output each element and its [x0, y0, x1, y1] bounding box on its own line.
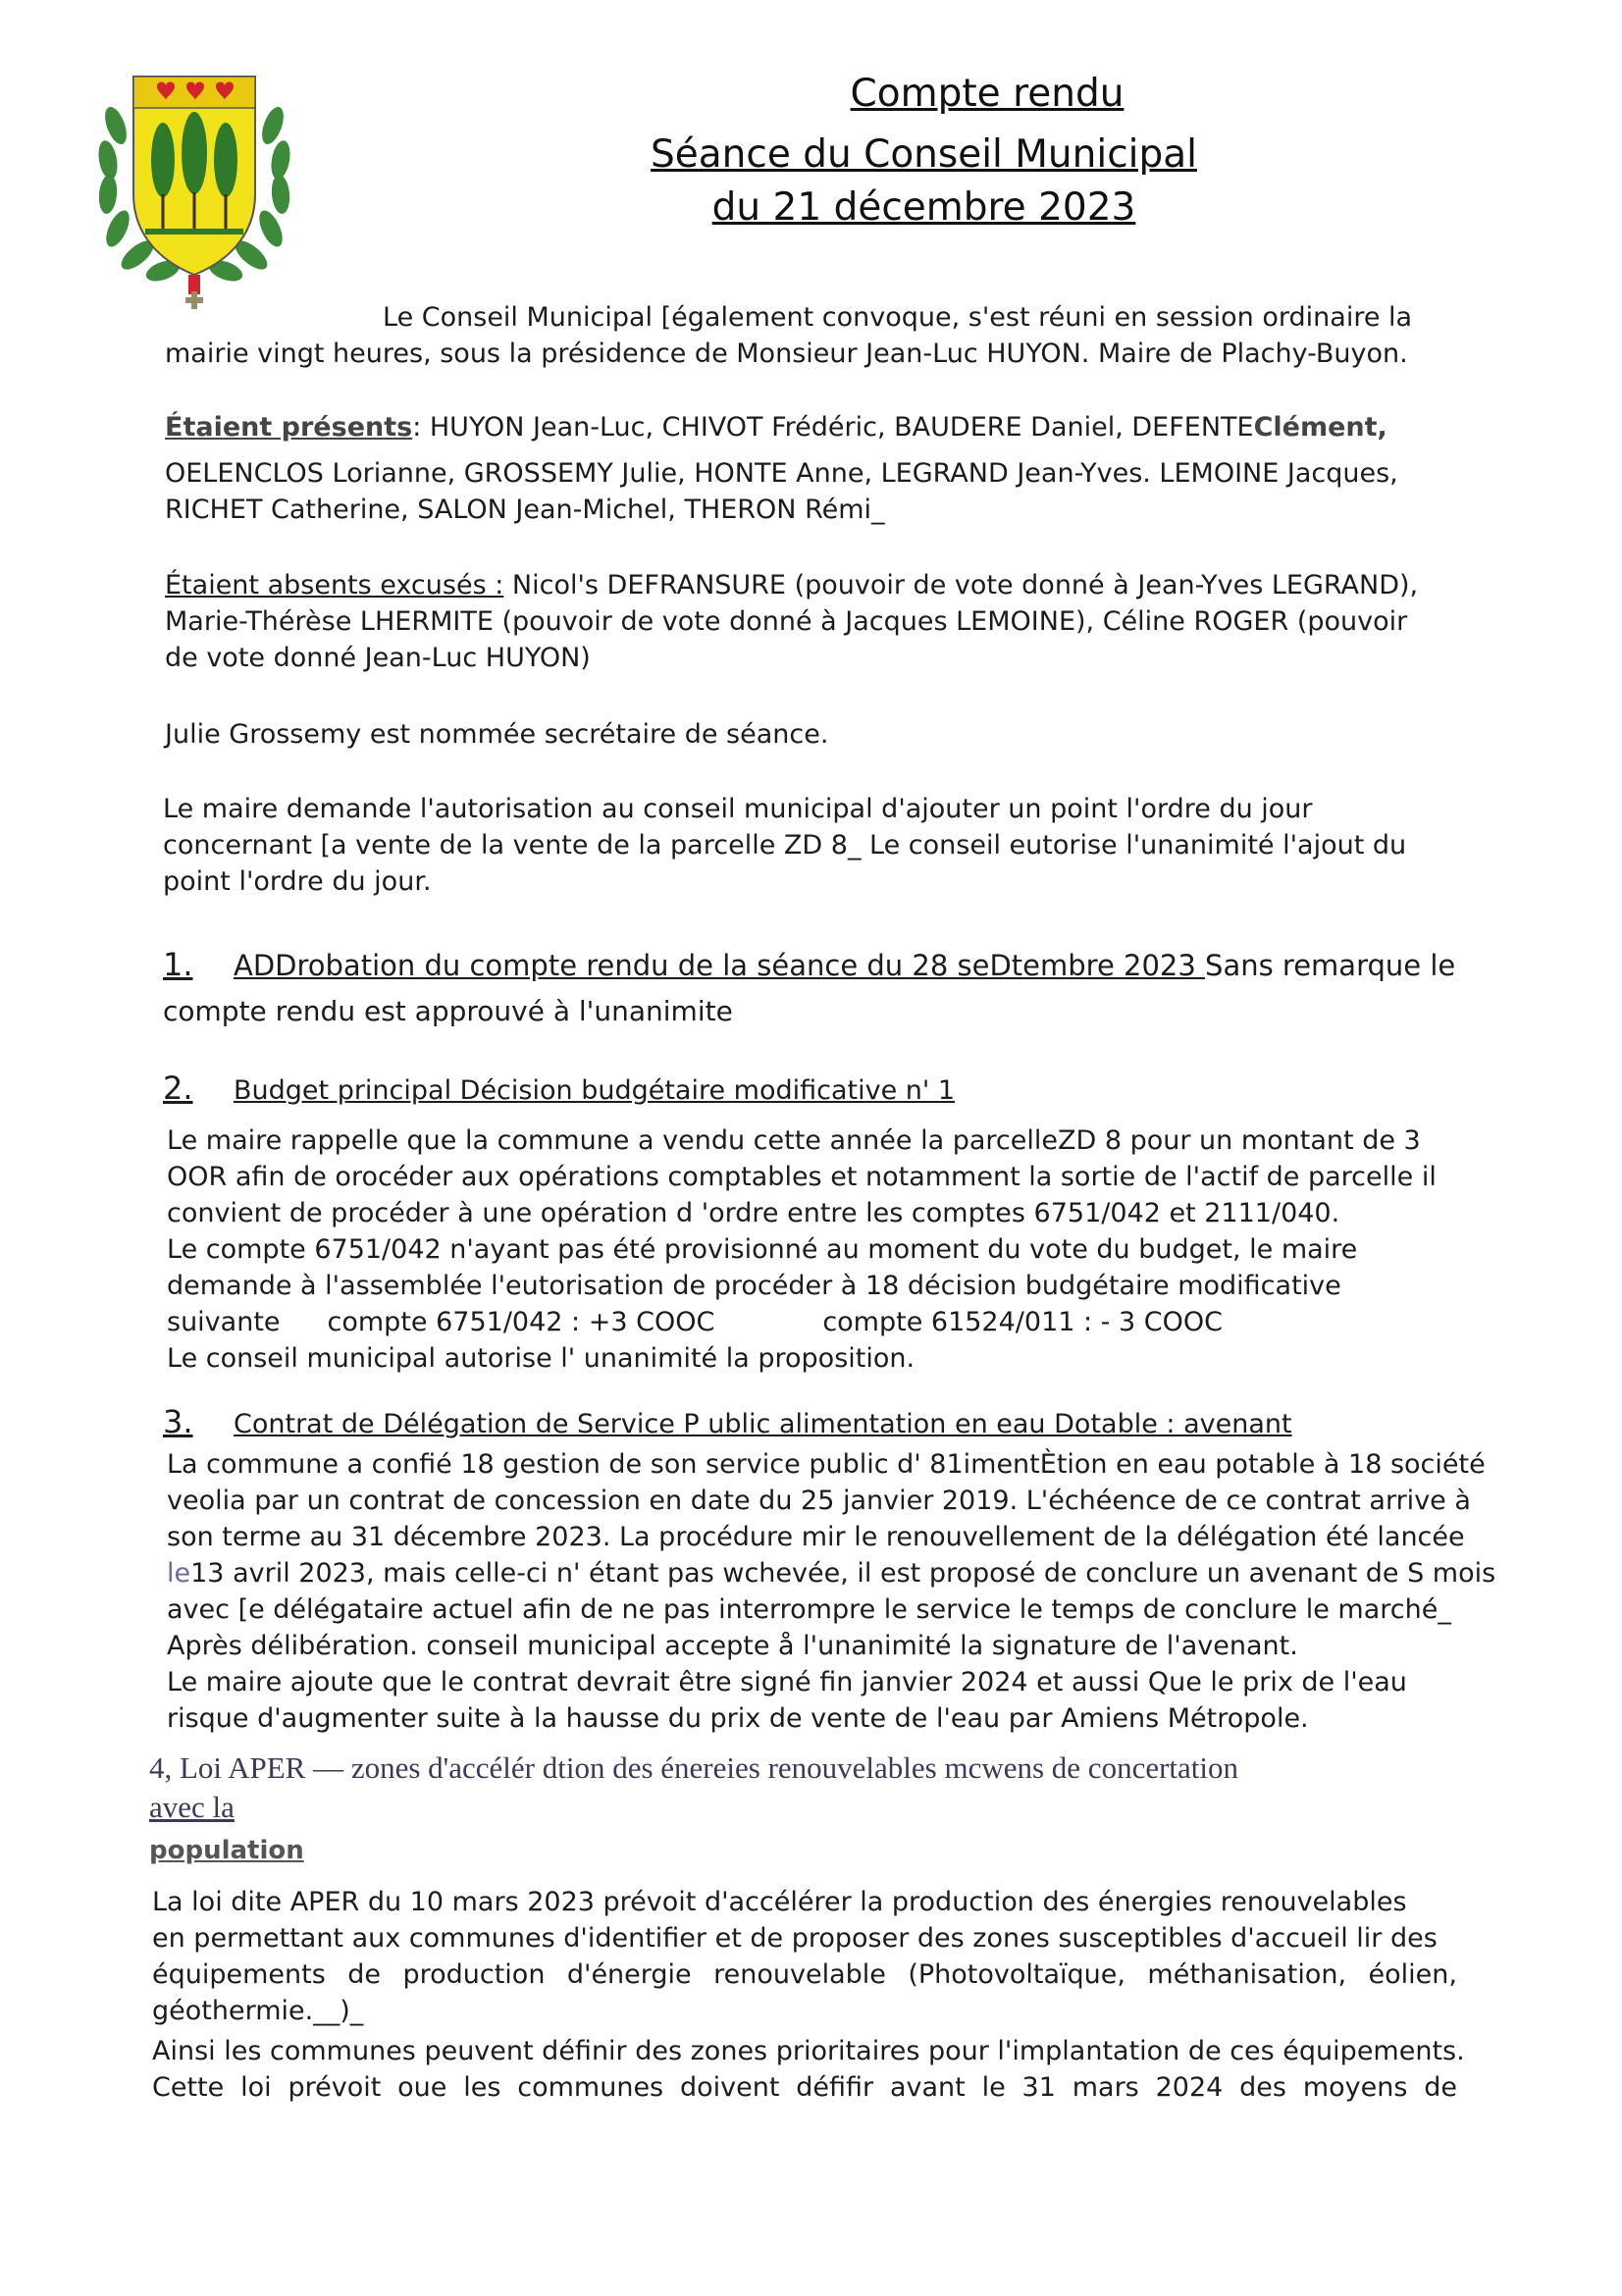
item-4-title-line: avec la: [149, 1790, 235, 1824]
item-2-line: Le compte 6751/042 n'ayant pas été provisionné au moment du vote du budget, le maire: [167, 1234, 1358, 1265]
presents-line: [165, 409, 1398, 445]
item-3-number: 3.: [163, 1403, 193, 1440]
secretary-line: [165, 716, 828, 753]
item-2-heading: [163, 1070, 955, 1110]
item-2-line: demande à l'assemblée l'eutorisation de procéder à 18 décision budgétaire modificative: [167, 1271, 1341, 1301]
item-1-title-rest: Sans remarque le: [1205, 949, 1456, 982]
item-4-line: géothermie.__)_: [152, 1996, 364, 2026]
item-1-body: [163, 993, 733, 1029]
presents-names: : HUYON Jean-Luc, CHIVOT Frédéric, BAUDERE Daniel, DEFENTE: [412, 412, 1254, 443]
item-3-line: [167, 1555, 1495, 1592]
item-4-line: équipements de production d'énergie renouvelable (Photovoltaïque, méthanisation, éolien,: [152, 1959, 1457, 1990]
item-4-line: Cette loi prévoit oue les communes doivent défifir avant le 31 mars 2024 des moyens de: [152, 2072, 1457, 2103]
item-4-heading: [149, 1748, 1238, 1870]
item-4-title-line: 4, Loi APER — zones d'accélér dtion des énereies renouvelables mcwens de concertation: [149, 1750, 1239, 1785]
secretary-text: Julie Grossemy est nommée secrétaire de séance.: [165, 719, 829, 750]
absents-line: [165, 567, 1418, 603]
item-3-line: La commune a confié 18 gestion de son service public d' 81imentÈtion en eau potable à 18 société: [167, 1449, 1486, 1480]
item-3-prefix: le: [167, 1558, 191, 1589]
agenda-line: Le maire demande l'autorisation au conseil municipal d'ajouter un point l'ordre du jour: [163, 794, 1313, 824]
item-3-heading: [163, 1403, 1292, 1443]
item-3-line: Le maire ajoute que le contrat devrait être signé fin janvier 2024 et aussi Que le prix de l'eau: [167, 1667, 1407, 1697]
agenda-line: concernant [a vente de la vente de la parcelle ZD 8_ Le conseil eutorise l'unanimité l'ajout du: [163, 830, 1407, 861]
presents-names-end: Clément,: [1253, 412, 1387, 443]
item-1-title: ADDrobation du compte rendu de la séance du 28 seDtembre 2023: [234, 949, 1206, 982]
item-2-body: [167, 1122, 1437, 1377]
item-2-line: Le maire rappelle que la commune a vendu cette année la parcelleZD 8 pour un montant de 3: [167, 1125, 1421, 1156]
item-3-line: son terme au 31 décembre 2023. La procédure mir le renouvellement de la délégation été lancée: [167, 1522, 1465, 1552]
agenda-line: point l'ordre du jour.: [163, 866, 432, 897]
intro-line: Le Conseil Municipal [également convoque, s'est réuni en session ordinaire la: [383, 302, 1413, 333]
item-2-line: Le conseil municipal autorise l' unanimité la proposition.: [167, 1343, 916, 1374]
absents-names: Nicol's DEFRANSURE (pouvoir de vote donné à Jean-Yves LEGRAND),: [503, 570, 1419, 600]
absents-label: Étaient absents excusés :: [165, 570, 504, 600]
account-credit: compte 6751/042 : +3 COOC: [327, 1307, 715, 1337]
item-4-line: Ainsi les communes peuvent définir des zones prioritaires pour l'implantation de ces équipements.: [152, 2036, 1465, 2066]
suivante-label: suivante: [167, 1307, 281, 1337]
page-title-line-2: Séance du Conseil Municipal: [651, 132, 1197, 177]
item-2-title: Budget principal Décision budgétaire modificative n' 1: [234, 1075, 956, 1106]
item-1-line: compte rendu est approuvé à l'unanimite: [163, 995, 733, 1027]
item-1-number: 1.: [163, 946, 193, 983]
item-2-line: convient de procéder à une opération d 'ordre entre les comptes 6751/042 et 2111/040.: [167, 1198, 1340, 1228]
item-4-body: [152, 1884, 1465, 2106]
item-4-line: en permettant aux communes d'identifier et de proposer des zones susceptibles d'accueil lir des: [152, 1923, 1438, 1954]
absents-line: Marie-Thérèse LHERMITE (pouvoir de vote donné à Jacques LEMOINE), Céline ROGER (pouvoir: [165, 606, 1408, 637]
item-4-title-line: population: [149, 1836, 304, 1865]
item-1-heading: [163, 946, 1455, 984]
presents-paragraph: [165, 409, 1398, 528]
item-3-title: Contrat de Délégation de Service P ublic alimentation en eau Dotable : avenant: [234, 1409, 1292, 1439]
item-3-line: risque d'augmenter suite à la hausse du prix de vente de l'eau par Amiens Métropole.: [167, 1703, 1309, 1734]
agenda-request-paragraph: [163, 791, 1406, 900]
item-3-line: avec [e délégataire actuel afin de ne pas interrompre le service le temps de conclure le marché_: [167, 1594, 1451, 1625]
item-3-line-text: 13 avril 2023, mais celle-ci n' étant pas wchevée, il est proposé de conclure un avenant de S mois: [190, 1558, 1496, 1589]
intro-line: mairie vingt heures, sous la présidence de Monsieur Jean-Luc HUYON. Maire de Plachy-Buyon.: [165, 339, 1408, 369]
item-3-line: Après délibération. conseil municipal accepte å l'unanimité la signature de l'avenant.: [167, 1631, 1298, 1661]
item-2-line: [167, 1304, 1437, 1340]
page-title-line-1: Compte rendu: [850, 72, 1125, 116]
account-debit: compte 61524/011 : - 3 COOC: [822, 1307, 1223, 1337]
presents-label: Étaient présents: [165, 412, 413, 443]
absents-paragraph: [165, 567, 1418, 676]
presents-line: RICHET Catherine, SALON Jean-Michel, THERON Rémi_: [165, 495, 885, 525]
item-2-line: OOR afin de orocéder aux opérations comptables et notamment la sortie de l'actif de parcelle il: [167, 1162, 1437, 1192]
presents-line: OELENCLOS Lorianne, GROSSEMY Julie, HONTE Anne, LEGRAND Jean-Yves. LEMOINE Jacques,: [165, 458, 1398, 489]
item-3-line: veolia par un contrat de concession en date du 25 janvier 2019. L'échéence de ce contrat arrive à: [167, 1486, 1471, 1516]
page-title-line-3: du 21 décembre 2023: [711, 185, 1136, 230]
item-3-body: [167, 1446, 1495, 1737]
item-4-line: La loi dite APER du 10 mars 2023 prévoit d'accélérer la production des énergies renouvelables: [152, 1887, 1407, 1917]
intro-paragraph: [165, 299, 1412, 372]
absents-line: de vote donné Jean-Luc HUYON): [165, 643, 591, 673]
item-2-number: 2.: [163, 1070, 193, 1107]
